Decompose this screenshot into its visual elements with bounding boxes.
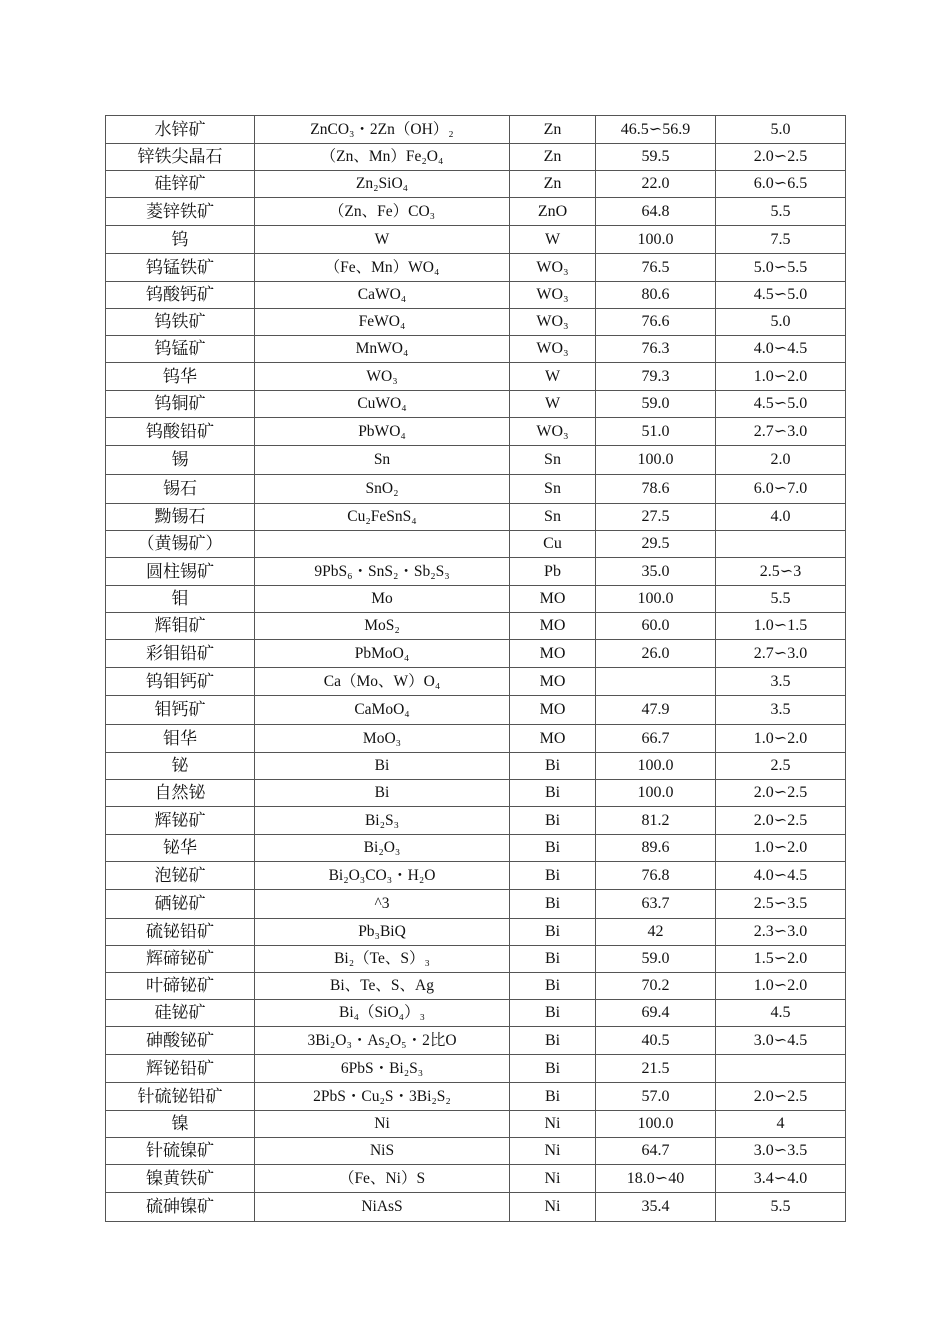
mineral-name-cell: 彩钼铅矿 [106, 640, 255, 668]
content-percent-cell: 26.0 [596, 640, 716, 668]
element-cell: W [510, 391, 596, 418]
table-row [106, 282, 846, 309]
content-percent-cell: 35.0 [596, 558, 716, 586]
chemical-formula-cell: 6PbS・Bi₂S₃ [255, 1055, 510, 1083]
content-percent-cell: 100.0 [596, 780, 716, 807]
hardness-cell: 1.0∽1.5 [716, 613, 846, 640]
content-percent-cell: 40.5 [596, 1027, 716, 1055]
chemical-formula-cell: Pb₃BiQ [255, 919, 510, 946]
content-percent-cell: 79.3 [596, 363, 716, 391]
hardness-cell: 2.0∽2.5 [716, 807, 846, 835]
element-cell: WO₃ [510, 336, 596, 363]
chemical-formula-cell: ^3 [255, 890, 510, 919]
hardness-cell: 1.5∽2.0 [716, 946, 846, 973]
mineral-name-cell: 钼华 [106, 725, 255, 753]
hardness-cell: 2.7∽3.0 [716, 418, 846, 446]
chemical-formula-cell: PbWO₄ [255, 418, 510, 446]
table-row [106, 1000, 846, 1027]
element-cell: Zn [510, 144, 596, 171]
element-cell: WO₃ [510, 418, 596, 446]
mineral-name-cell: 钼 [106, 586, 255, 613]
mineral-name-cell: 自然铋 [106, 780, 255, 807]
content-percent-cell: 42 [596, 919, 716, 946]
content-percent-cell: 76.6 [596, 309, 716, 336]
table-row [106, 1111, 846, 1138]
table-row [106, 753, 846, 780]
element-cell: Sn [510, 446, 596, 475]
table-row [106, 946, 846, 973]
content-percent-cell: 100.0 [596, 1111, 716, 1138]
chemical-formula-cell: Bi、Te、S、Ag [255, 973, 510, 1000]
table-row [106, 144, 846, 171]
element-cell: Bi [510, 946, 596, 973]
mineral-name-cell: 钨锰铁矿 [106, 254, 255, 282]
hardness-cell: 4.5∽5.0 [716, 391, 846, 418]
table-row [106, 336, 846, 363]
content-percent-cell: 64.7 [596, 1138, 716, 1165]
chemical-formula-cell: CaMoO₄ [255, 696, 510, 725]
hardness-cell: 2.7∽3.0 [716, 640, 846, 668]
table-row [106, 725, 846, 753]
table-row [106, 116, 846, 144]
chemical-formula-cell: Bi [255, 753, 510, 780]
chemical-formula-cell: 3Bi₂O₃・As₂O₅・2比O [255, 1027, 510, 1055]
mineral-name-cell: 叶碲铋矿 [106, 973, 255, 1000]
table-row [106, 1138, 846, 1165]
element-cell: MO [510, 668, 596, 696]
content-percent-cell: 100.0 [596, 226, 716, 254]
element-cell: Bi [510, 862, 596, 890]
chemical-formula-cell [255, 531, 510, 558]
chemical-formula-cell: MnWO₄ [255, 336, 510, 363]
element-cell: MO [510, 586, 596, 613]
mineral-name-cell: 硅锌矿 [106, 171, 255, 198]
element-cell: WO₃ [510, 254, 596, 282]
element-cell: MO [510, 696, 596, 725]
mineral-name-cell: 镍 [106, 1111, 255, 1138]
table-row [106, 780, 846, 807]
table-row [106, 1083, 846, 1111]
table-row [106, 254, 846, 282]
table-row [106, 1193, 846, 1222]
chemical-formula-cell: （Fe、Ni）S [255, 1165, 510, 1193]
chemical-formula-cell: NiAsS [255, 1193, 510, 1222]
element-cell: WO₃ [510, 282, 596, 309]
mineral-name-cell: 钼钙矿 [106, 696, 255, 725]
chemical-formula-cell: CuWO₄ [255, 391, 510, 418]
element-cell: Bi [510, 807, 596, 835]
table-row [106, 504, 846, 531]
mineral-name-cell: 硫铋铅矿 [106, 919, 255, 946]
element-cell: Zn [510, 116, 596, 144]
chemical-formula-cell: CaWO₄ [255, 282, 510, 309]
chemical-formula-cell: NiS [255, 1138, 510, 1165]
hardness-cell: 5.5 [716, 586, 846, 613]
mineral-name-cell: 钨钼钙矿 [106, 668, 255, 696]
content-percent-cell: 59.5 [596, 144, 716, 171]
element-cell: Bi [510, 780, 596, 807]
chemical-formula-cell: FeWO₄ [255, 309, 510, 336]
element-cell: WO₃ [510, 309, 596, 336]
mineral-name-cell: 针硫镍矿 [106, 1138, 255, 1165]
table-row [106, 696, 846, 725]
mineral-name-cell: 钨铜矿 [106, 391, 255, 418]
mineral-name-cell: 圆柱锡矿 [106, 558, 255, 586]
content-percent-cell: 27.5 [596, 504, 716, 531]
element-cell: ZnO [510, 198, 596, 226]
mineral-name-cell: 铋 [106, 753, 255, 780]
hardness-cell: 2.5∽3 [716, 558, 846, 586]
chemical-formula-cell: MoO₃ [255, 725, 510, 753]
element-cell: Bi [510, 973, 596, 1000]
chemical-formula-cell: Mo [255, 586, 510, 613]
hardness-cell: 4.0∽4.5 [716, 336, 846, 363]
element-cell: Zn [510, 171, 596, 198]
hardness-cell: 1.0∽2.0 [716, 725, 846, 753]
mineral-name-cell: 辉铋矿 [106, 807, 255, 835]
mineral-name-cell: 辉铋铅矿 [106, 1055, 255, 1083]
mineral-name-cell: （黄锡矿） [106, 531, 255, 558]
content-percent-cell: 76.3 [596, 336, 716, 363]
mineral-name-cell: 铋华 [106, 835, 255, 862]
content-percent-cell: 100.0 [596, 753, 716, 780]
content-percent-cell: 89.6 [596, 835, 716, 862]
table-row [106, 475, 846, 504]
hardness-cell: 4.5 [716, 1000, 846, 1027]
mineral-name-cell: 钨华 [106, 363, 255, 391]
mineral-name-cell: 钨酸铅矿 [106, 418, 255, 446]
hardness-cell: 3.0∽4.5 [716, 1027, 846, 1055]
element-cell: Sn [510, 475, 596, 504]
table-row [106, 363, 846, 391]
table-row [106, 613, 846, 640]
content-percent-cell: 57.0 [596, 1083, 716, 1111]
table-row [106, 309, 846, 336]
hardness-cell: 5.0 [716, 309, 846, 336]
content-percent-cell: 66.7 [596, 725, 716, 753]
content-percent-cell: 76.8 [596, 862, 716, 890]
chemical-formula-cell: Zn₂SiO₄ [255, 171, 510, 198]
hardness-cell: 5.0 [716, 116, 846, 144]
element-cell: Pb [510, 558, 596, 586]
mineral-name-cell: 水锌矿 [106, 116, 255, 144]
content-percent-cell: 76.5 [596, 254, 716, 282]
chemical-formula-cell: WO₃ [255, 363, 510, 391]
table-row [106, 668, 846, 696]
mineral-name-cell: 锡 [106, 446, 255, 475]
mineral-name-cell: 辉碲铋矿 [106, 946, 255, 973]
table-row [106, 418, 846, 446]
mineral-name-cell: 钨 [106, 226, 255, 254]
chemical-formula-cell: Bi [255, 780, 510, 807]
table-row [106, 586, 846, 613]
hardness-cell: 1.0∽2.0 [716, 835, 846, 862]
mineral-name-cell: 锌铁尖晶石 [106, 144, 255, 171]
element-cell: MO [510, 613, 596, 640]
element-cell: W [510, 226, 596, 254]
chemical-formula-cell: Bi₂S₃ [255, 807, 510, 835]
element-cell: MO [510, 640, 596, 668]
chemical-formula-cell: ZnCO₃・2Zn（OH）₂ [255, 116, 510, 144]
table-row [106, 1027, 846, 1055]
content-percent-cell: 80.6 [596, 282, 716, 309]
minerals-table-body [106, 116, 846, 1222]
hardness-cell: 5.0∽5.5 [716, 254, 846, 282]
element-cell: Bi [510, 1055, 596, 1083]
hardness-cell: 3.5 [716, 696, 846, 725]
hardness-cell: 2.0∽2.5 [716, 1083, 846, 1111]
content-percent-cell: 70.2 [596, 973, 716, 1000]
element-cell: Bi [510, 753, 596, 780]
minerals-table-container [105, 115, 845, 1222]
chemical-formula-cell: 2PbS・Cu₂S・3Bi₂S₂ [255, 1083, 510, 1111]
chemical-formula-cell: （Zn、Fe）CO₃ [255, 198, 510, 226]
table-row [106, 807, 846, 835]
table-row [106, 1165, 846, 1193]
content-percent-cell: 69.4 [596, 1000, 716, 1027]
mineral-name-cell: 镍黄铁矿 [106, 1165, 255, 1193]
content-percent-cell: 29.5 [596, 531, 716, 558]
chemical-formula-cell: Bi₄（SiO₄）₃ [255, 1000, 510, 1027]
hardness-cell: 6.0∽6.5 [716, 171, 846, 198]
content-percent-cell: 78.6 [596, 475, 716, 504]
hardness-cell: 4.0∽4.5 [716, 862, 846, 890]
hardness-cell: 5.5 [716, 1193, 846, 1222]
chemical-formula-cell: Sn [255, 446, 510, 475]
element-cell: Bi [510, 890, 596, 919]
hardness-cell: 1.0∽2.0 [716, 363, 846, 391]
mineral-name-cell: 泡铋矿 [106, 862, 255, 890]
content-percent-cell: 22.0 [596, 171, 716, 198]
mineral-name-cell: 硒铋矿 [106, 890, 255, 919]
chemical-formula-cell: 9PbS₆・SnS₂・Sb₂S₃ [255, 558, 510, 586]
element-cell: Ni [510, 1165, 596, 1193]
chemical-formula-cell: （Fe、Mn）WO₄ [255, 254, 510, 282]
mineral-name-cell: 针硫铋铅矿 [106, 1083, 255, 1111]
table-row [106, 890, 846, 919]
hardness-cell: 5.5 [716, 198, 846, 226]
content-percent-cell: 60.0 [596, 613, 716, 640]
hardness-cell: 2.3∽3.0 [716, 919, 846, 946]
hardness-cell: 1.0∽2.0 [716, 973, 846, 1000]
hardness-cell: 2.0∽2.5 [716, 780, 846, 807]
element-cell: Cu [510, 531, 596, 558]
mineral-name-cell: 黝锡石 [106, 504, 255, 531]
content-percent-cell: 51.0 [596, 418, 716, 446]
chemical-formula-cell: （Zn、Mn）Fe₂O₄ [255, 144, 510, 171]
content-percent-cell [596, 668, 716, 696]
chemical-formula-cell: Ca（Mo、W）O₄ [255, 668, 510, 696]
hardness-cell: 2.0∽2.5 [716, 144, 846, 171]
table-row [106, 171, 846, 198]
content-percent-cell: 35.4 [596, 1193, 716, 1222]
chemical-formula-cell: PbMoO₄ [255, 640, 510, 668]
element-cell: Bi [510, 835, 596, 862]
chemical-formula-cell: W [255, 226, 510, 254]
element-cell: Sn [510, 504, 596, 531]
hardness-cell: 4.0 [716, 504, 846, 531]
chemical-formula-cell: Bi₂O₃CO₃・H₂O [255, 862, 510, 890]
chemical-formula-cell: Ni [255, 1111, 510, 1138]
hardness-cell [716, 531, 846, 558]
table-row [106, 558, 846, 586]
mineral-name-cell: 钨酸钙矿 [106, 282, 255, 309]
element-cell: Ni [510, 1111, 596, 1138]
element-cell: Ni [510, 1138, 596, 1165]
hardness-cell: 4.5∽5.0 [716, 282, 846, 309]
content-percent-cell: 100.0 [596, 446, 716, 475]
chemical-formula-cell: Cu₂FeSnS₄ [255, 504, 510, 531]
content-percent-cell: 46.5∽56.9 [596, 116, 716, 144]
element-cell: MO [510, 725, 596, 753]
chemical-formula-cell: Bi₂O₃ [255, 835, 510, 862]
hardness-cell: 4 [716, 1111, 846, 1138]
hardness-cell: 3.4∽4.0 [716, 1165, 846, 1193]
mineral-name-cell: 钨铁矿 [106, 309, 255, 336]
minerals-table [105, 115, 846, 1222]
content-percent-cell: 18.0∽40 [596, 1165, 716, 1193]
element-cell: Ni [510, 1193, 596, 1222]
table-row [106, 640, 846, 668]
chemical-formula-cell: Bi₂（Te、S）₃ [255, 946, 510, 973]
chemical-formula-cell: SnO₂ [255, 475, 510, 504]
hardness-cell [716, 1055, 846, 1083]
hardness-cell: 3.5 [716, 668, 846, 696]
table-row [106, 1055, 846, 1083]
content-percent-cell: 59.0 [596, 946, 716, 973]
mineral-name-cell: 砷酸铋矿 [106, 1027, 255, 1055]
table-row [106, 446, 846, 475]
table-row [106, 862, 846, 890]
content-percent-cell: 59.0 [596, 391, 716, 418]
table-row [106, 198, 846, 226]
table-row [106, 973, 846, 1000]
hardness-cell: 2.5∽3.5 [716, 890, 846, 919]
content-percent-cell: 47.9 [596, 696, 716, 725]
table-row [106, 835, 846, 862]
mineral-name-cell: 锡石 [106, 475, 255, 504]
element-cell: Bi [510, 1000, 596, 1027]
content-percent-cell: 100.0 [596, 586, 716, 613]
content-percent-cell: 81.2 [596, 807, 716, 835]
element-cell: Bi [510, 1027, 596, 1055]
mineral-name-cell: 钨锰矿 [106, 336, 255, 363]
table-row [106, 391, 846, 418]
hardness-cell: 2.5 [716, 753, 846, 780]
content-percent-cell: 63.7 [596, 890, 716, 919]
hardness-cell: 2.0 [716, 446, 846, 475]
element-cell: Bi [510, 919, 596, 946]
table-row [106, 919, 846, 946]
content-percent-cell: 21.5 [596, 1055, 716, 1083]
element-cell: Bi [510, 1083, 596, 1111]
hardness-cell: 7.5 [716, 226, 846, 254]
hardness-cell: 3.0∽3.5 [716, 1138, 846, 1165]
table-row [106, 226, 846, 254]
hardness-cell: 6.0∽7.0 [716, 475, 846, 504]
mineral-name-cell: 辉钼矿 [106, 613, 255, 640]
mineral-name-cell: 菱锌铁矿 [106, 198, 255, 226]
chemical-formula-cell: MoS₂ [255, 613, 510, 640]
element-cell: W [510, 363, 596, 391]
table-row [106, 531, 846, 558]
mineral-name-cell: 硫砷镍矿 [106, 1193, 255, 1222]
mineral-name-cell: 硅铋矿 [106, 1000, 255, 1027]
content-percent-cell: 64.8 [596, 198, 716, 226]
